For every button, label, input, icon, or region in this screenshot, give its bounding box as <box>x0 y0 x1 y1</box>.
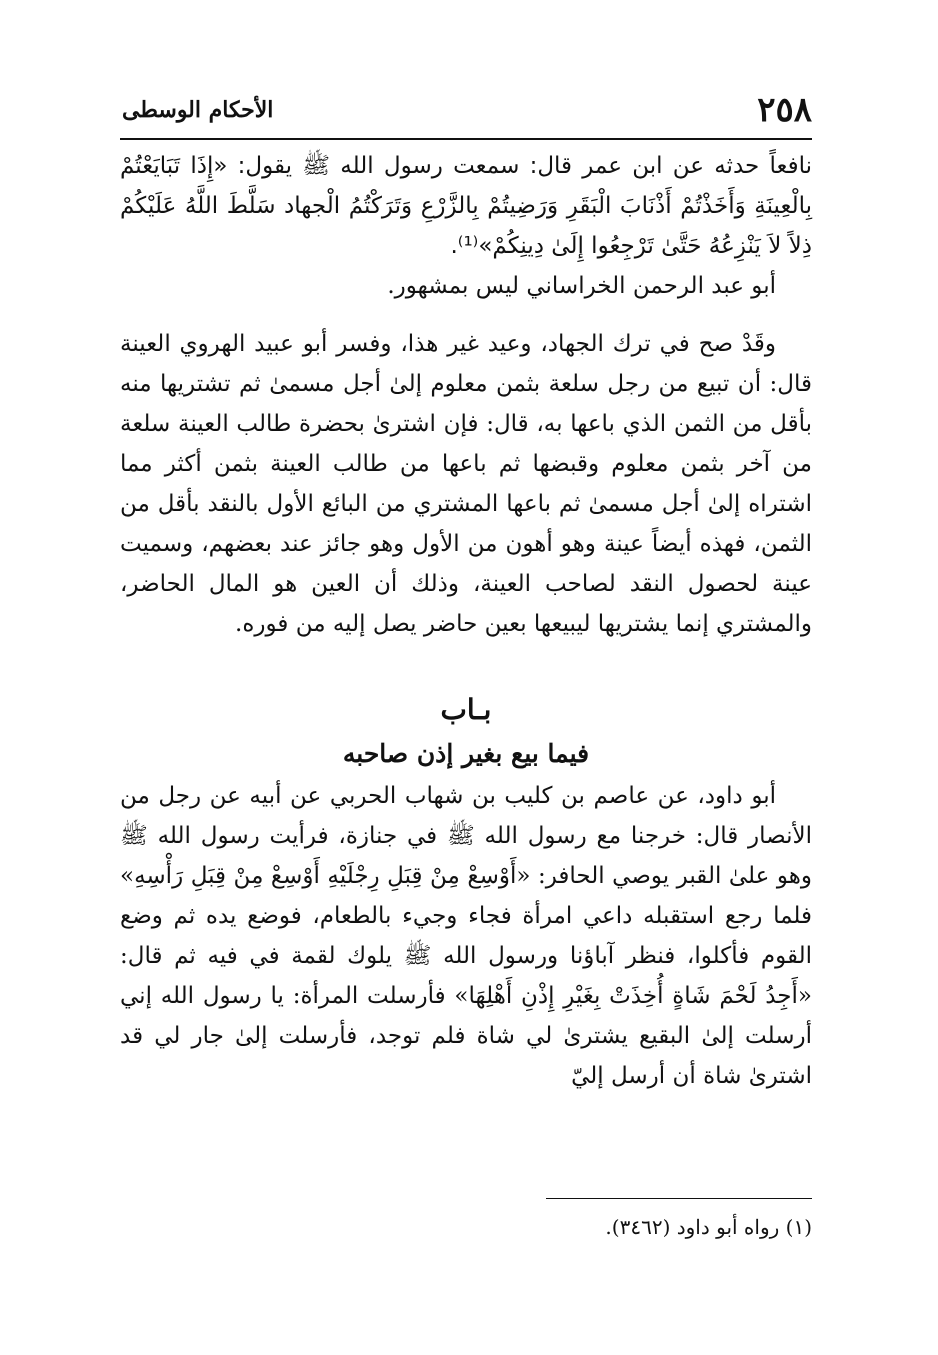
chapter-subtitle: فيما بيع بغير إذن صاحبه <box>342 739 590 768</box>
page-number: ٢٥٨ <box>757 90 812 130</box>
header-rule <box>120 138 812 140</box>
chapter-title-block <box>120 688 812 776</box>
paragraph-narrator-note: أبو عبد الرحمن الخراساني ليس بمشهور. <box>387 273 776 299</box>
footnote-rule <box>546 1198 812 1199</box>
page-header <box>122 88 812 132</box>
running-title: الأحكام الوسطى <box>122 97 274 123</box>
chapter-heading: بـاب <box>440 693 492 726</box>
paragraph-abu-dawud-narration: أبو داود، عن عاصم بن كليب بن شهاب الحربي عن أبيه عن رجل من الأنصار قال: خرجنا مع رسول الله ﷺ في جنازة، فرأيت رسول الله ﷺ وهو علىٰ القبر يوصي الحافر: «أَوْسِعْ مِنْ قِبَلِ رِجْلَيْهِ أَوْسِعْ مِنْ قِبَلِ رَأْسِهِ» فلما رجع استقبله داعي امرأة فجاء وجيء بالطعام، فوضع يده ثم وضع القوم فأكلوا، فنظر آباؤنا ورسول الله ﷺ يلوك لقمة في فيه ثم قال: «أَجِدُ لَحْمَ شَاةٍ أُخِذَتْ بِغَيْرِ إِذْنِ أَهْلِهَا» فأرسلت المرأة: يا رسول الله إني أرسلت إلىٰ البقيع يشترىٰ لي شاة فلم توجد، فأرسلت إلىٰ جار لي قد اشترىٰ شاة أن أرسل إليّ <box>120 783 812 1089</box>
paragraph-hadith-ina: نافعاً حدثه عن ابن عمر قال: سمعت رسول الله ﷺ يقول: «إِذَا تَبَايَعْتُمْ بِالْعِينَةِ وَأَخَذْتُمْ أَذْنَابَ الْبَقَرِ وَرَضِيتُمْ بِالزَّرْعِ وَتَرَكْتُمُ الْجهاد سَلَّطَ اللَّهُ عَلَيْكُمْ ذِلاً لاَ يَنْزِعُهُ حَتَّىٰ تَرْجِعُوا إِلَىٰ دِينِكُمْ»⁽¹⁾. <box>120 153 812 259</box>
paragraph-ina-explanation: وقَدْ صح في ترك الجهاد، وعيد غير هذا، وفسر أبو عبيد الهروي العينة قال: أن تبيع من رجل سلعة بثمن معلوم إلىٰ أجل مسمىٰ ثم تشتريها منه بأقل من الثمن الذي باعها به، قال: فإن اشترىٰ بحضرة طالب العينة سلعة من آخر بثمن معلوم وقبضها ثم باعها من طالب العينة بثمن أكثر مما اشتراه إلىٰ أجل مسمىٰ ثم باعها المشتري من البائع الأول بالنقد بأقل من الثمن، فهذه أيضاً عينة وهو أهون من الأول وهو جائز عند بعضهم، وسميت عينة لحصول النقد لصاحب العينة، وذلك أن العين هو المال الحاضر، والمشتري إنما يشتريها ليبيعها بعين حاضر يصل إليه من فوره. <box>120 331 812 637</box>
main-text <box>120 146 812 1096</box>
footnote: (١) رواه أبو داود (٣٤٦٢). <box>605 1215 812 1239</box>
